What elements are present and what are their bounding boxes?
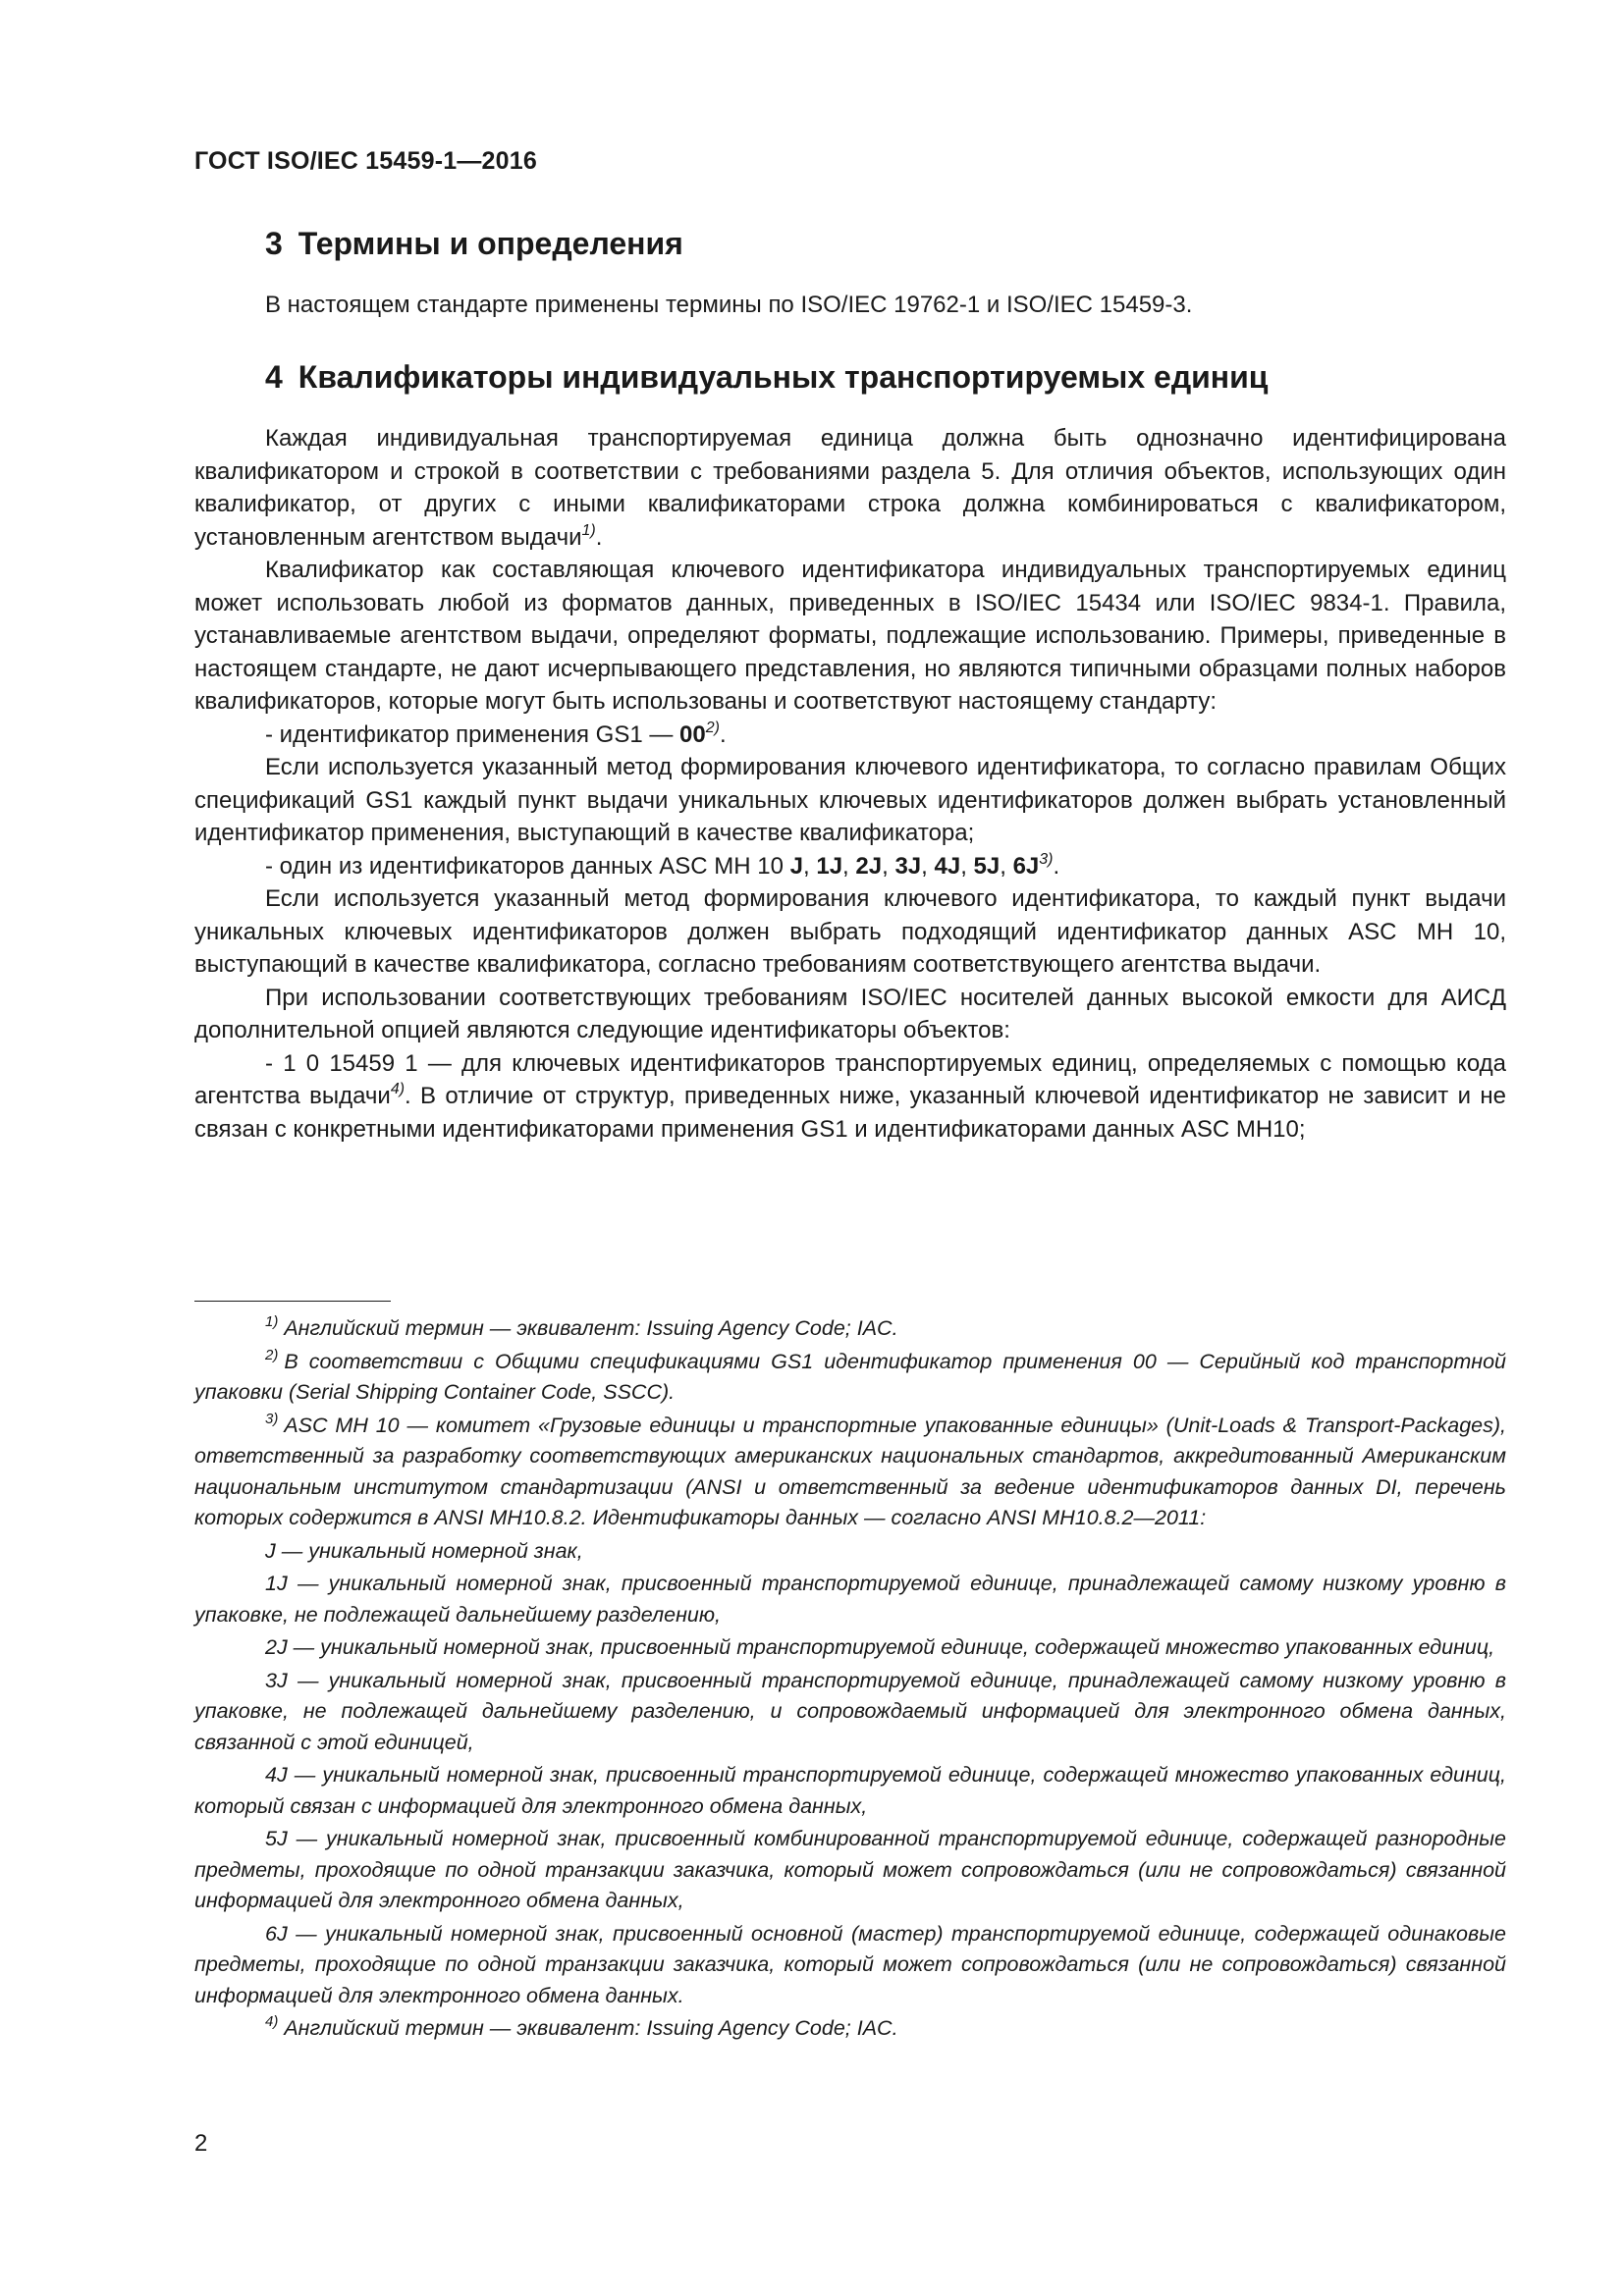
section-4-body	[194, 422, 1506, 1146]
footnote-line: J — уникальный номерной знак,	[265, 1538, 583, 1563]
footnote-line: 6J — уникальный номерной знак, присвоенный основной (мастер) транспортируемой единице, содержащей одинаковые предметы, проходящие по одной транзакции заказчика, который может сопровождаться (или не сопровождаться) связанной информацией для электронного обмена данных.	[194, 1921, 1506, 2007]
paragraph-5: При использовании соответствующих требованиям ISO/IEC носителей данных высокой емкости для АИСД дополнительной опцией являются следующие идентификаторы объектов:	[194, 984, 1506, 1043]
asc-code: 3J	[894, 852, 922, 880]
footnote-ref-1: 1)	[581, 521, 596, 539]
section-3-heading	[265, 224, 683, 263]
gs1-code: 00	[679, 721, 706, 748]
footnote-ref-4: 4)	[390, 1081, 406, 1097]
footnote: $^{1)}$ Английский термин — эквивалент: Issuing Agency Code; IAC.	[265, 1313, 898, 1340]
paragraph-4: Если используется указанный метод формирования ключевого идентификатора, то каждый пункт выдачи уникальных ключевых идентификаторов должен выбрать подходящий идентификатор данных ASC MH 10, выступающий в качестве квалификатора, согласно требованиям соответствующего агентства выдачи.	[194, 885, 1506, 978]
asc-code: 5J	[973, 852, 1001, 880]
footnote-line: 2J — уникальный номерной знак, присвоенный транспортируемой единице, содержащей множество упакованных единиц,	[265, 1635, 1495, 1659]
document-header: ГОСТ ISO/IEC 15459-1—2016	[194, 147, 537, 175]
footnote-line: 3J — уникальный номерной знак, присвоенный транспортируемой единице, принадлежащей самому низкому уровню в упаковке, не подлежащей дальнейшему разделению, и сопровождаемый информацией для электронного обмена данных, связанной с этой единицей,	[194, 1668, 1506, 1754]
asc-code: J	[789, 852, 803, 880]
section-4-number: 4	[265, 359, 283, 395]
page-number: 2	[194, 2130, 208, 2157]
footnote: $^{2)}$ В соответствии с Общими спецификациями GS1 идентификатор применения 00 — Серийный код транспортной упаковки (Serial Shipping Container Code, SSCC).	[194, 1346, 1506, 1404]
list-item-asc: - один из идентификаторов данных ASC MH 10 J, 1J, 2J, 3J, 4J, 5J, $6J^{3)}$.	[265, 850, 1060, 880]
asc-code: 6J	[1012, 852, 1040, 880]
footnote-line: 5J — уникальный номерной знак, присвоенный комбинированной транспортируемой единице, содержащей разнородные предметы, проходящие по одной транзакции заказчика, который может сопровождаться (или не сопровождаться) связанной информацией для электронного обмена данных,	[194, 1827, 1506, 1912]
footnote: $^{3)}$ ASC MH 10 — комитет «Грузовые единицы и транспортные упакованные единицы» (Unit-Loads & Transport-Packages), ответственный за разработку соответствующих американских национальных стандартов, аккредитованный Американским национальным институтом стандартизации (ANSI и ответственный за ведение идентификаторов данных DI, перечень которых содержится в ANSI MH10.8.2. Идентификаторы данных — согласно ANSI MH10.8.2—2011:	[194, 1410, 1506, 1529]
section-3-title: Термины и определения	[298, 226, 683, 261]
footnotes	[194, 1313, 1506, 2047]
list-item-gs1: - идентификатор применения GS1 — 00$^{2)}$.	[265, 719, 727, 748]
footnote-line: 1J — уникальный номерной знак, присвоенный транспортируемой единице, принадлежащей самому низкому уровню в упаковке, не подлежащей дальнейшему разделению,	[194, 1572, 1506, 1627]
paragraph-1: Каждая индивидуальная транспортируемая единица должна быть однозначно идентифицирована квалификатором и строкой в соответствии с требованиями раздела 5. Для отличия объектов, использующих один квалификатор, от других с иными квалификаторами строка должна комбинироваться с квалификатором, установленным агентством выдачи$^{1)}$.	[194, 425, 1506, 551]
paragraph-2: Квалификатор как составляющая ключевого идентификатора индивидуальных транспортируемых единиц может использовать любой из форматов данных, приведенных в ISO/IEC 15434 или ISO/IEC 9834-1. Правила, устанавливаемые агентством выдачи, определяют форматы, подлежащие использованию. Примеры, приведенные в настоящем стандарте, не дают исчерпывающего представления, но являются типичными образцами полных наборов квалификаторов, которые могут быть использованы и соответствуют настоящему стандарту:	[194, 557, 1506, 715]
asc-code: 4J	[934, 852, 961, 880]
asc-code: 1J	[816, 852, 843, 880]
section-4-title: Квалификаторы индивидуальных транспортируемых единиц	[298, 359, 1269, 395]
footnote-divider	[194, 1301, 391, 1302]
asc-code: 2J	[855, 852, 883, 880]
footnote-line: 4J — уникальный номерной знак, присвоенный транспортируемой единице, содержащей множество упакованных единиц, который связан с информацией для электронного обмена данных,	[194, 1763, 1506, 1818]
list-item-oid: - 1 0 15459 1 — для ключевых идентификаторов транспортируемых единиц, определяемых с помощью кода агентства выдачи$^{4)}$. В отличие от структур, приведенных ниже, указанный ключевой идентификатор не зависит и не связан с конкретными идентификаторами применения GS1 и идентификаторами данных ASC MH10;	[194, 1049, 1506, 1143]
section-3-text: В настоящем стандарте применены термины по ISO/IEC 19762-1 и ISO/IEC 15459-3.	[265, 292, 1193, 318]
paragraph-3: Если используется указанный метод формирования ключевого идентификатора, то согласно правилам Общих спецификаций GS1 каждый пункт выдачи уникальных ключевых идентификаторов должен выбрать установленный идентификатор применения, выступающий в качестве квалификатора;	[194, 754, 1506, 846]
footnote-ref-3: 3)	[1039, 850, 1054, 868]
section-3-number: 3	[265, 226, 283, 261]
footnote-ref-2: 2)	[705, 719, 720, 736]
section-4-heading	[265, 357, 1268, 397]
footnote: $^{4)}$ Английский термин — эквивалент: Issuing Agency Code; IAC.	[265, 2013, 898, 2040]
